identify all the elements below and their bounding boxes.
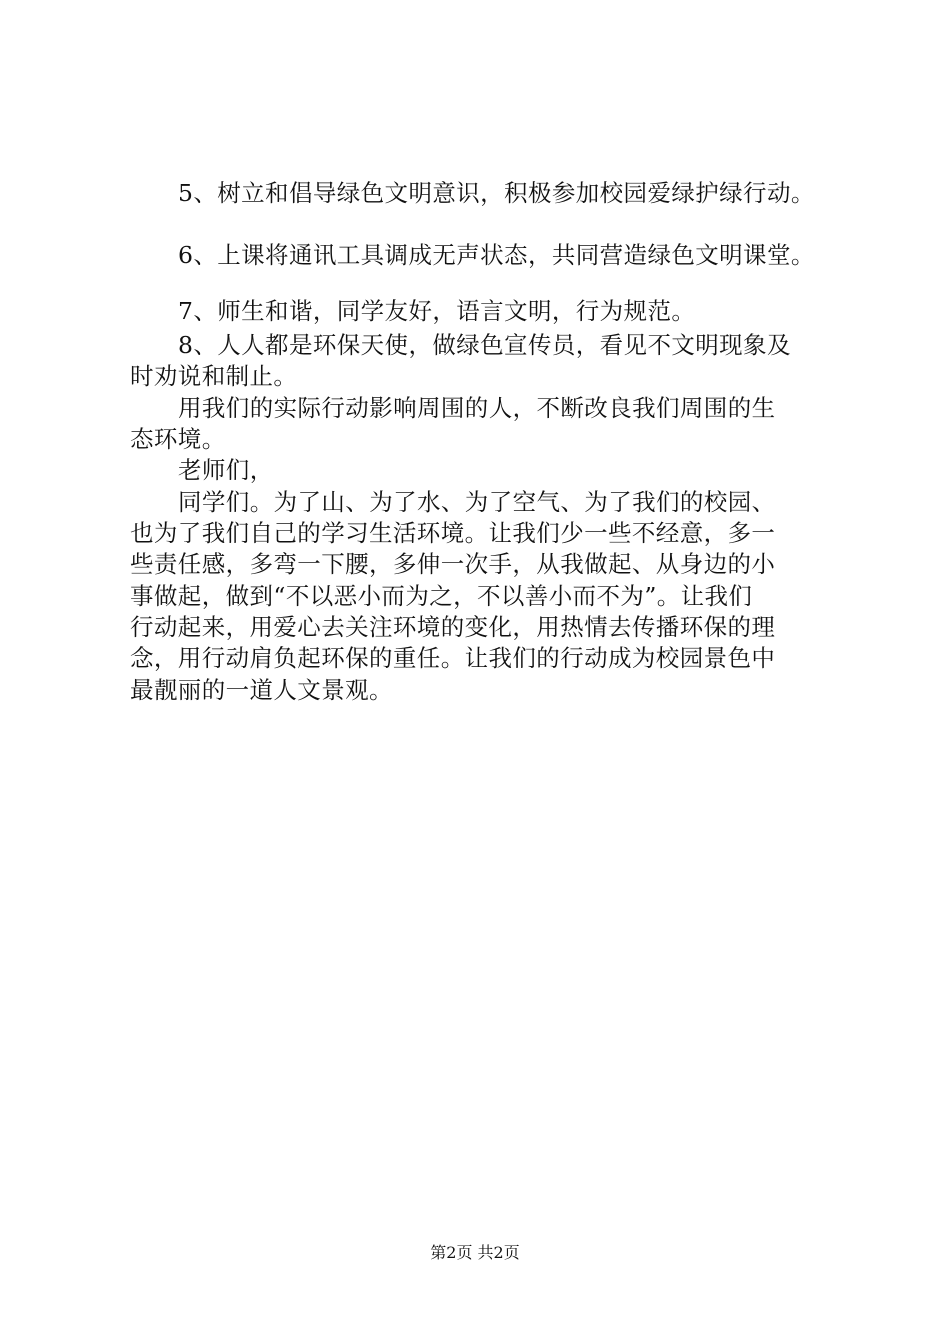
list-item-8-line-2: 时劝说和制止。 (130, 362, 298, 390)
closing-paragraph-line-2: 也为了我们自己的学习生活环境。让我们少一些不经意，多一 (130, 519, 776, 547)
closing-paragraph-line-1: 同学们。为了山、为了水、为了空气、为了我们的校园、 (178, 488, 776, 516)
list-item-7: 7、师生和谐，同学友好，语言文明，行为规范。 (178, 297, 696, 325)
closing-paragraph-line-4: 事做起，做到“不以恶小而为之，不以善小而不为”。让我们 (130, 582, 753, 610)
list-item-6: 6、上课将通讯工具调成无声状态，共同营造绿色文明课堂。 (178, 241, 815, 269)
action-paragraph-line-1: 用我们的实际行动影响周围的人，不断改良我们周围的生 (178, 394, 776, 422)
closing-paragraph-line-3: 些责任感，多弯一下腰，多伸一次手，从我做起、从身边的小 (130, 550, 776, 578)
list-item-8-line-1: 8、人人都是环保天使，做绿色宣传员，看见不文明现象及 (178, 331, 791, 359)
list-item-5: 5、树立和倡导绿色文明意识，积极参加校园爱绿护绿行动。 (178, 179, 815, 207)
closing-paragraph-line-7: 最靓丽的一道人文景观。 (130, 676, 393, 704)
closing-paragraph-line-5: 行动起来，用爱心去关注环境的变化，用热情去传播环保的理 (130, 613, 776, 641)
action-paragraph-line-2: 态环境。 (130, 425, 226, 453)
page-number-footer: 第2页 共2页 (430, 1243, 520, 1262)
closing-paragraph-line-6: 念，用行动肩负起环保的重任。让我们的行动成为校园景色中 (130, 644, 776, 672)
salutation: 老师们， (178, 456, 274, 484)
